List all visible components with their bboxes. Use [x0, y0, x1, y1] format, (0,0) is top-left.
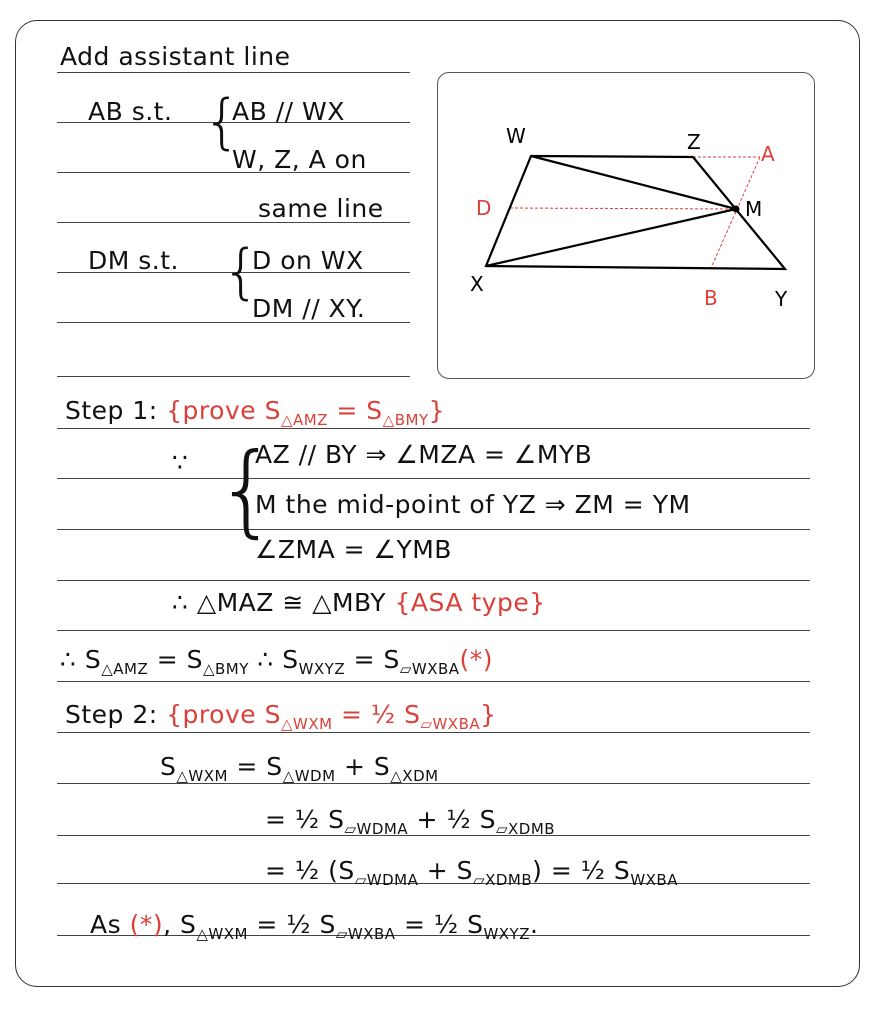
- handwritten-line: [252, 246, 364, 275]
- ruled-line: [57, 478, 810, 479]
- handwritten-line: [255, 440, 592, 469]
- subscript: WXBA: [630, 871, 678, 889]
- text-segment: , S: [163, 910, 197, 939]
- handwritten-line: [172, 448, 188, 477]
- label-b: B: [704, 286, 718, 310]
- subscript: △BMY: [382, 411, 429, 429]
- label-a: A: [761, 142, 775, 166]
- subscript: △WXM: [196, 925, 248, 943]
- handwritten-line: [252, 294, 365, 323]
- text-segment: = S: [148, 645, 203, 674]
- subscript: WXYZ: [483, 925, 530, 943]
- text-segment: W, Z, A on: [232, 145, 367, 174]
- text-segment: ∴ S: [60, 645, 102, 674]
- subscript: △XDM: [390, 767, 439, 785]
- handwritten-line: [258, 194, 384, 223]
- text-segment: .: [529, 910, 539, 939]
- text-segment: Step 2:: [65, 700, 167, 729]
- text-segment: same line: [258, 194, 384, 223]
- text-segment: {ASA type}: [394, 588, 546, 617]
- handwritten-line: [265, 805, 555, 838]
- text-segment: + S: [418, 856, 474, 885]
- text-segment: ) = ½ S: [532, 856, 631, 885]
- label-w: W: [506, 124, 526, 148]
- text-segment: }: [480, 700, 497, 729]
- handwritten-line: [65, 700, 497, 733]
- trapezoid-wxyz: [486, 156, 785, 269]
- handwritten-line: [65, 396, 445, 429]
- text-segment: = ½ S: [265, 805, 345, 834]
- subscript: △AMZ: [101, 660, 149, 678]
- handwritten-line: [160, 752, 439, 785]
- subscript: △AMZ: [280, 411, 328, 429]
- text-segment: DM s.t.: [88, 246, 179, 275]
- text-segment: = S: [327, 396, 383, 425]
- subscript: ▱XDMB: [495, 820, 556, 838]
- subscript: ▱WXBA: [399, 660, 460, 678]
- handwritten-line: [232, 97, 345, 126]
- text-segment: {prove S: [166, 700, 281, 729]
- text-segment: As: [90, 910, 130, 939]
- segment-xm: [486, 209, 736, 266]
- subscript: ▱WDMA: [354, 871, 419, 889]
- ruled-line: [57, 72, 410, 73]
- text-segment: + S: [335, 752, 391, 781]
- text-segment: Step 1:: [65, 396, 167, 425]
- text-segment: }: [428, 396, 446, 425]
- handwritten-line: [232, 145, 367, 174]
- text-segment: {prove S: [166, 396, 281, 425]
- ruled-line: [57, 529, 810, 530]
- label-z: Z: [687, 130, 701, 154]
- text-segment: AB s.t.: [88, 97, 173, 126]
- diagram-svg: [438, 73, 814, 378]
- subscript: ▱WXBA: [335, 925, 396, 943]
- text-segment: = ½ S: [332, 700, 421, 729]
- label-m: M: [745, 197, 763, 221]
- handwritten-line: [90, 910, 538, 943]
- text-segment: (*): [459, 645, 494, 674]
- subscript: WXYZ: [298, 660, 346, 678]
- handwritten-line: [255, 490, 691, 519]
- text-segment: = ½ (S: [265, 856, 355, 885]
- point-m: [733, 206, 740, 213]
- handwritten-line: [60, 645, 493, 678]
- text-segment: = ½ S: [395, 910, 484, 939]
- subscript: ▱XDMB: [473, 871, 533, 889]
- label-y: Y: [775, 287, 788, 311]
- label-x: X: [470, 272, 484, 296]
- text-segment: Add assistant line: [60, 42, 291, 71]
- text-segment: DM // XY.: [252, 294, 366, 323]
- text-segment: = S: [345, 645, 400, 674]
- dashed-line-dm: [510, 208, 736, 209]
- subscript: △BMY: [202, 660, 249, 678]
- ruled-line: [57, 681, 810, 682]
- text-segment: AB // WX: [232, 97, 345, 126]
- label-d: D: [476, 196, 492, 220]
- ruled-line: [57, 630, 810, 631]
- text-segment: S: [160, 752, 177, 781]
- segment-wm: [531, 156, 736, 209]
- handwritten-line: [265, 856, 678, 889]
- subscript: △WXM: [280, 715, 333, 733]
- text-segment: ∵: [172, 448, 189, 477]
- text-segment: ∴ △MAZ ≅ △MBY: [172, 588, 395, 617]
- trapezoid-diagram: [437, 72, 815, 379]
- subscript: ▱WXBA: [420, 715, 481, 733]
- text-segment: ∠ZMA = ∠YMB: [255, 535, 452, 564]
- handwritten-line: [88, 97, 172, 126]
- text-segment: D on WX: [252, 246, 364, 275]
- subscript: ▱WDMA: [344, 820, 409, 838]
- handwritten-line: [172, 588, 546, 617]
- text-segment: = S: [227, 752, 283, 781]
- handwritten-line: [255, 535, 452, 564]
- brace-ab-conditions: {: [203, 87, 242, 157]
- text-segment: + ½ S: [408, 805, 496, 834]
- brace-step1-conditions: {: [215, 431, 279, 548]
- text-segment: = ½ S: [247, 910, 336, 939]
- text-segment: ∴ S: [248, 645, 299, 674]
- handwritten-line: [88, 246, 179, 275]
- ruled-line: [57, 376, 410, 377]
- text-segment: AZ // BY ⇒ ∠MZA = ∠MYB: [255, 440, 593, 469]
- subscript: △WXM: [176, 767, 228, 785]
- ruled-line: [57, 580, 810, 581]
- text-segment: M the mid-point of YZ ⇒ ZM = YM: [255, 490, 691, 519]
- text-segment: (*): [129, 910, 164, 939]
- handwritten-line: [60, 42, 291, 71]
- subscript: △WDM: [282, 767, 336, 785]
- brace-dm-conditions: {: [222, 237, 261, 307]
